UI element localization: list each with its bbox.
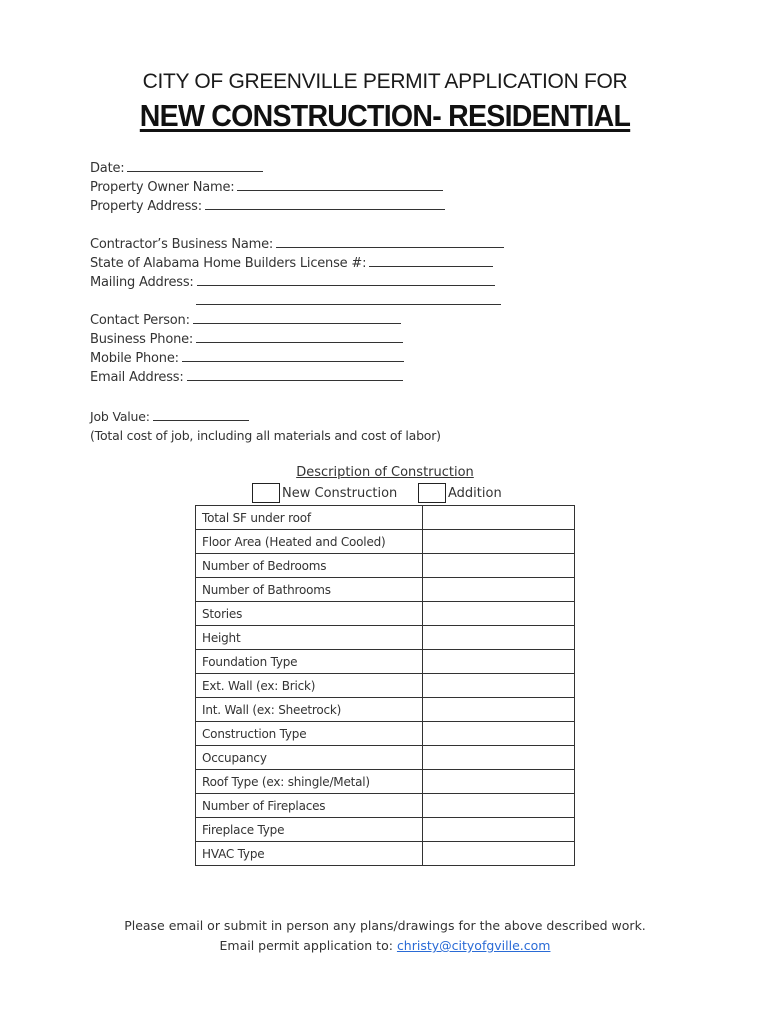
row-value-cell[interactable] xyxy=(423,530,575,554)
table-row xyxy=(196,698,575,722)
row-value-cell[interactable] xyxy=(423,746,575,770)
table-row xyxy=(196,746,575,770)
table-row xyxy=(196,530,575,554)
description-title: Description of Construction xyxy=(296,465,474,480)
table-row xyxy=(196,770,575,794)
business-phone-input-line[interactable] xyxy=(196,330,403,343)
table-row xyxy=(196,818,575,842)
row-label: Floor Area (Heated and Cooled) xyxy=(196,530,423,554)
date-input-line[interactable] xyxy=(127,159,263,172)
job-value-note: (Total cost of job, including all materials and cost of labor) xyxy=(90,428,441,443)
row-label: Int. Wall (ex: Sheetrock) xyxy=(196,698,423,722)
property-address-field xyxy=(90,197,445,214)
date-label: Date: xyxy=(90,161,125,176)
footer-instructions: Please email or submit in person any plans/drawings for the above described work. xyxy=(124,918,646,933)
row-label: Occupancy xyxy=(196,746,423,770)
contractor-name-input-line[interactable] xyxy=(276,235,504,248)
row-value-cell[interactable] xyxy=(423,818,575,842)
email-label: Email Address: xyxy=(90,370,184,385)
row-label: Fireplace Type xyxy=(196,818,423,842)
email-link[interactable]: christy@cityofgville.com xyxy=(396,938,551,953)
footer-email-line xyxy=(0,938,770,953)
table-row xyxy=(196,554,575,578)
table-row xyxy=(196,506,575,530)
email-input-line[interactable] xyxy=(187,368,403,381)
owner-name-label: Property Owner Name: xyxy=(90,180,235,195)
mailing-address-input-line2[interactable] xyxy=(196,292,501,305)
row-label: Total SF under roof xyxy=(196,506,423,530)
row-value-cell[interactable] xyxy=(423,506,575,530)
mailing-address-line2-field xyxy=(196,292,501,309)
row-value-cell[interactable] xyxy=(423,770,575,794)
form-title-line1: CITY OF GREENVILLE PERMIT APPLICATION FOR xyxy=(142,70,628,93)
row-value-cell[interactable] xyxy=(423,794,575,818)
row-value-cell[interactable] xyxy=(423,554,575,578)
row-value-cell[interactable] xyxy=(423,650,575,674)
license-input-line[interactable] xyxy=(369,254,493,267)
row-value-cell[interactable] xyxy=(423,578,575,602)
addition-checkbox[interactable] xyxy=(418,483,446,503)
addition-label: Addition xyxy=(448,486,502,501)
contact-person-label: Contact Person: xyxy=(90,313,190,328)
property-address-input-line[interactable] xyxy=(205,197,445,210)
business-phone-field xyxy=(90,330,403,347)
table-row xyxy=(196,674,575,698)
contact-person-field xyxy=(90,311,401,328)
table-row xyxy=(196,794,575,818)
row-label: Number of Fireplaces xyxy=(196,794,423,818)
job-value-input-line[interactable] xyxy=(153,408,249,421)
mobile-phone-label: Mobile Phone: xyxy=(90,351,179,366)
table-row xyxy=(196,626,575,650)
construction-spec-table xyxy=(195,505,575,866)
job-value-label: Job Value: xyxy=(90,409,150,424)
date-field xyxy=(90,159,263,176)
row-label: HVAC Type xyxy=(196,842,423,866)
job-value-field xyxy=(90,408,249,424)
row-label: Roof Type (ex: shingle/Metal) xyxy=(196,770,423,794)
business-phone-label: Business Phone: xyxy=(90,332,194,347)
new-construction-checkbox[interactable] xyxy=(252,483,280,503)
license-label: State of Alabama Home Builders License #: xyxy=(90,256,367,271)
table-row xyxy=(196,722,575,746)
table-row xyxy=(196,602,575,626)
property-address-label: Property Address: xyxy=(90,199,202,214)
row-label: Number of Bedrooms xyxy=(196,554,423,578)
row-value-cell[interactable] xyxy=(423,602,575,626)
owner-name-field xyxy=(90,178,443,195)
owner-name-input-line[interactable] xyxy=(237,178,443,191)
contractor-name-label: Contractor’s Business Name: xyxy=(90,237,274,252)
row-value-cell[interactable] xyxy=(423,698,575,722)
row-value-cell[interactable] xyxy=(423,722,575,746)
row-label: Foundation Type xyxy=(196,650,423,674)
row-label: Number of Bathrooms xyxy=(196,578,423,602)
row-label: Height xyxy=(196,626,423,650)
mailing-address-label: Mailing Address: xyxy=(90,275,194,290)
row-value-cell[interactable] xyxy=(423,626,575,650)
contact-person-input-line[interactable] xyxy=(193,311,401,324)
form-title-line2: NEW CONSTRUCTION- RESIDENTIAL xyxy=(139,98,631,133)
row-value-cell[interactable] xyxy=(423,674,575,698)
mobile-phone-field xyxy=(90,349,404,366)
row-label: Stories xyxy=(196,602,423,626)
new-construction-label: New Construction xyxy=(282,486,398,501)
footer-email-prefix: Email permit application to: xyxy=(219,938,393,953)
table-row xyxy=(196,578,575,602)
table-row xyxy=(196,650,575,674)
mailing-address-input-line[interactable] xyxy=(197,273,495,286)
table-row xyxy=(196,842,575,866)
row-value-cell[interactable] xyxy=(423,842,575,866)
contractor-name-field xyxy=(90,235,504,252)
email-field xyxy=(90,368,403,385)
row-label: Construction Type xyxy=(196,722,423,746)
license-field xyxy=(90,254,493,271)
mailing-address-field xyxy=(90,273,495,290)
row-label: Ext. Wall (ex: Brick) xyxy=(196,674,423,698)
mobile-phone-input-line[interactable] xyxy=(182,349,404,362)
